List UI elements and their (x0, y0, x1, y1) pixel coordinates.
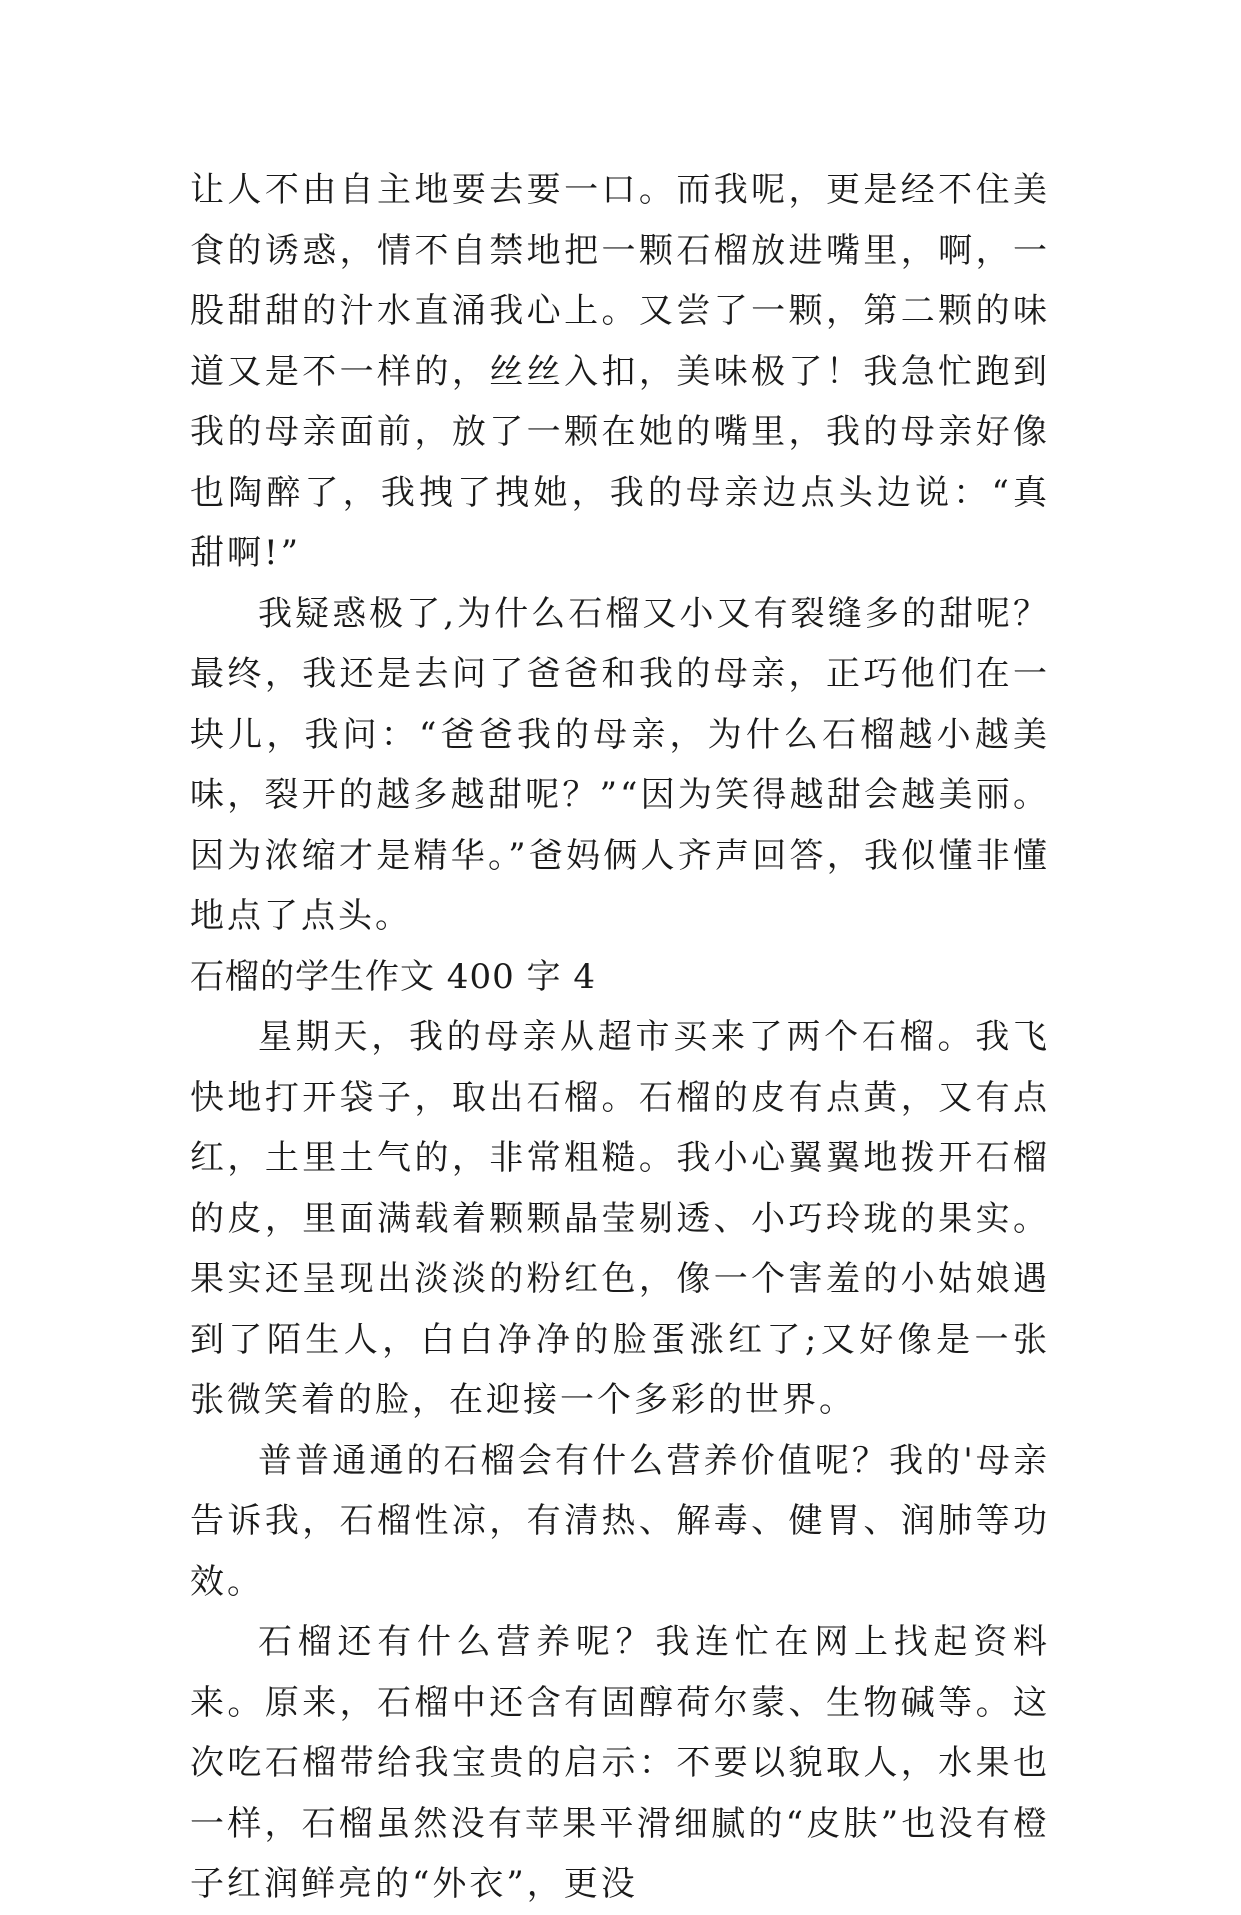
paragraph: 石榴还有什么营养呢？我连忙在网上找起资料来。原来，石榴中还含有固醇荷尔蒙、生物碱等。这次吃石榴带给我宝贵的启示：不要以貌取人，水果也一样，石榴虽然没有苹果平滑细腻的“皮肤”也没有橙子红润鲜亮的“外衣”，更没 (190, 1622, 1050, 1904)
paragraph: 普普通通的石榴会有什么营养价值呢？我的'母亲告诉我，石榴性凉，有清热、解毒、健胃、润肺等功效。 (190, 1440, 1050, 1602)
document-body (190, 160, 1050, 1915)
paragraph: 星期天，我的母亲从超市买来了两个石榴。我飞快地打开袋子，取出石榴。石榴的皮有点黄，又有点红，土里土气的，非常粗糙。我小心翼翼地拨开石榴的皮，里面满载着颗颗晶莹剔透、小巧玲珑的果实。果实还呈现出淡淡的粉红色，像一个害羞的小姑娘遇到了陌生人，白白净净的脸蛋涨红了;又好像是一张张微笑着的脸，在迎接一个多彩的世界。 (190, 1017, 1050, 1420)
section-heading: 石榴的学生作文 400 字 4 (190, 956, 596, 997)
paragraph-continuation: 让人不由自主地要去要一口。而我呢，更是经不住美食的诱惑，情不自禁地把一颗石榴放进嘴里，啊，一股甜甜的汁水直涌我心上。又尝了一颗，第二颗的味道又是不一样的，丝丝入扣，美味极了！我急忙跑到我的母亲面前，放了一颗在她的嘴里，我的母亲好像也陶醉了，我拽了拽她，我的母亲边点头边说：“真甜啊!” (190, 170, 1050, 573)
paragraph: 我疑惑极了,为什么石榴又小又有裂缝多的甜呢？最终，我还是去问了爸爸和我的母亲，正巧他们在一块儿，我问：“爸爸我的母亲，为什么石榴越小越美味，裂开的越多越甜呢？”“因为笑得越甜会越美丽。因为浓缩才是精华。”爸妈俩人齐声回答，我似懂非懂地点了点头。 (190, 593, 1050, 936)
